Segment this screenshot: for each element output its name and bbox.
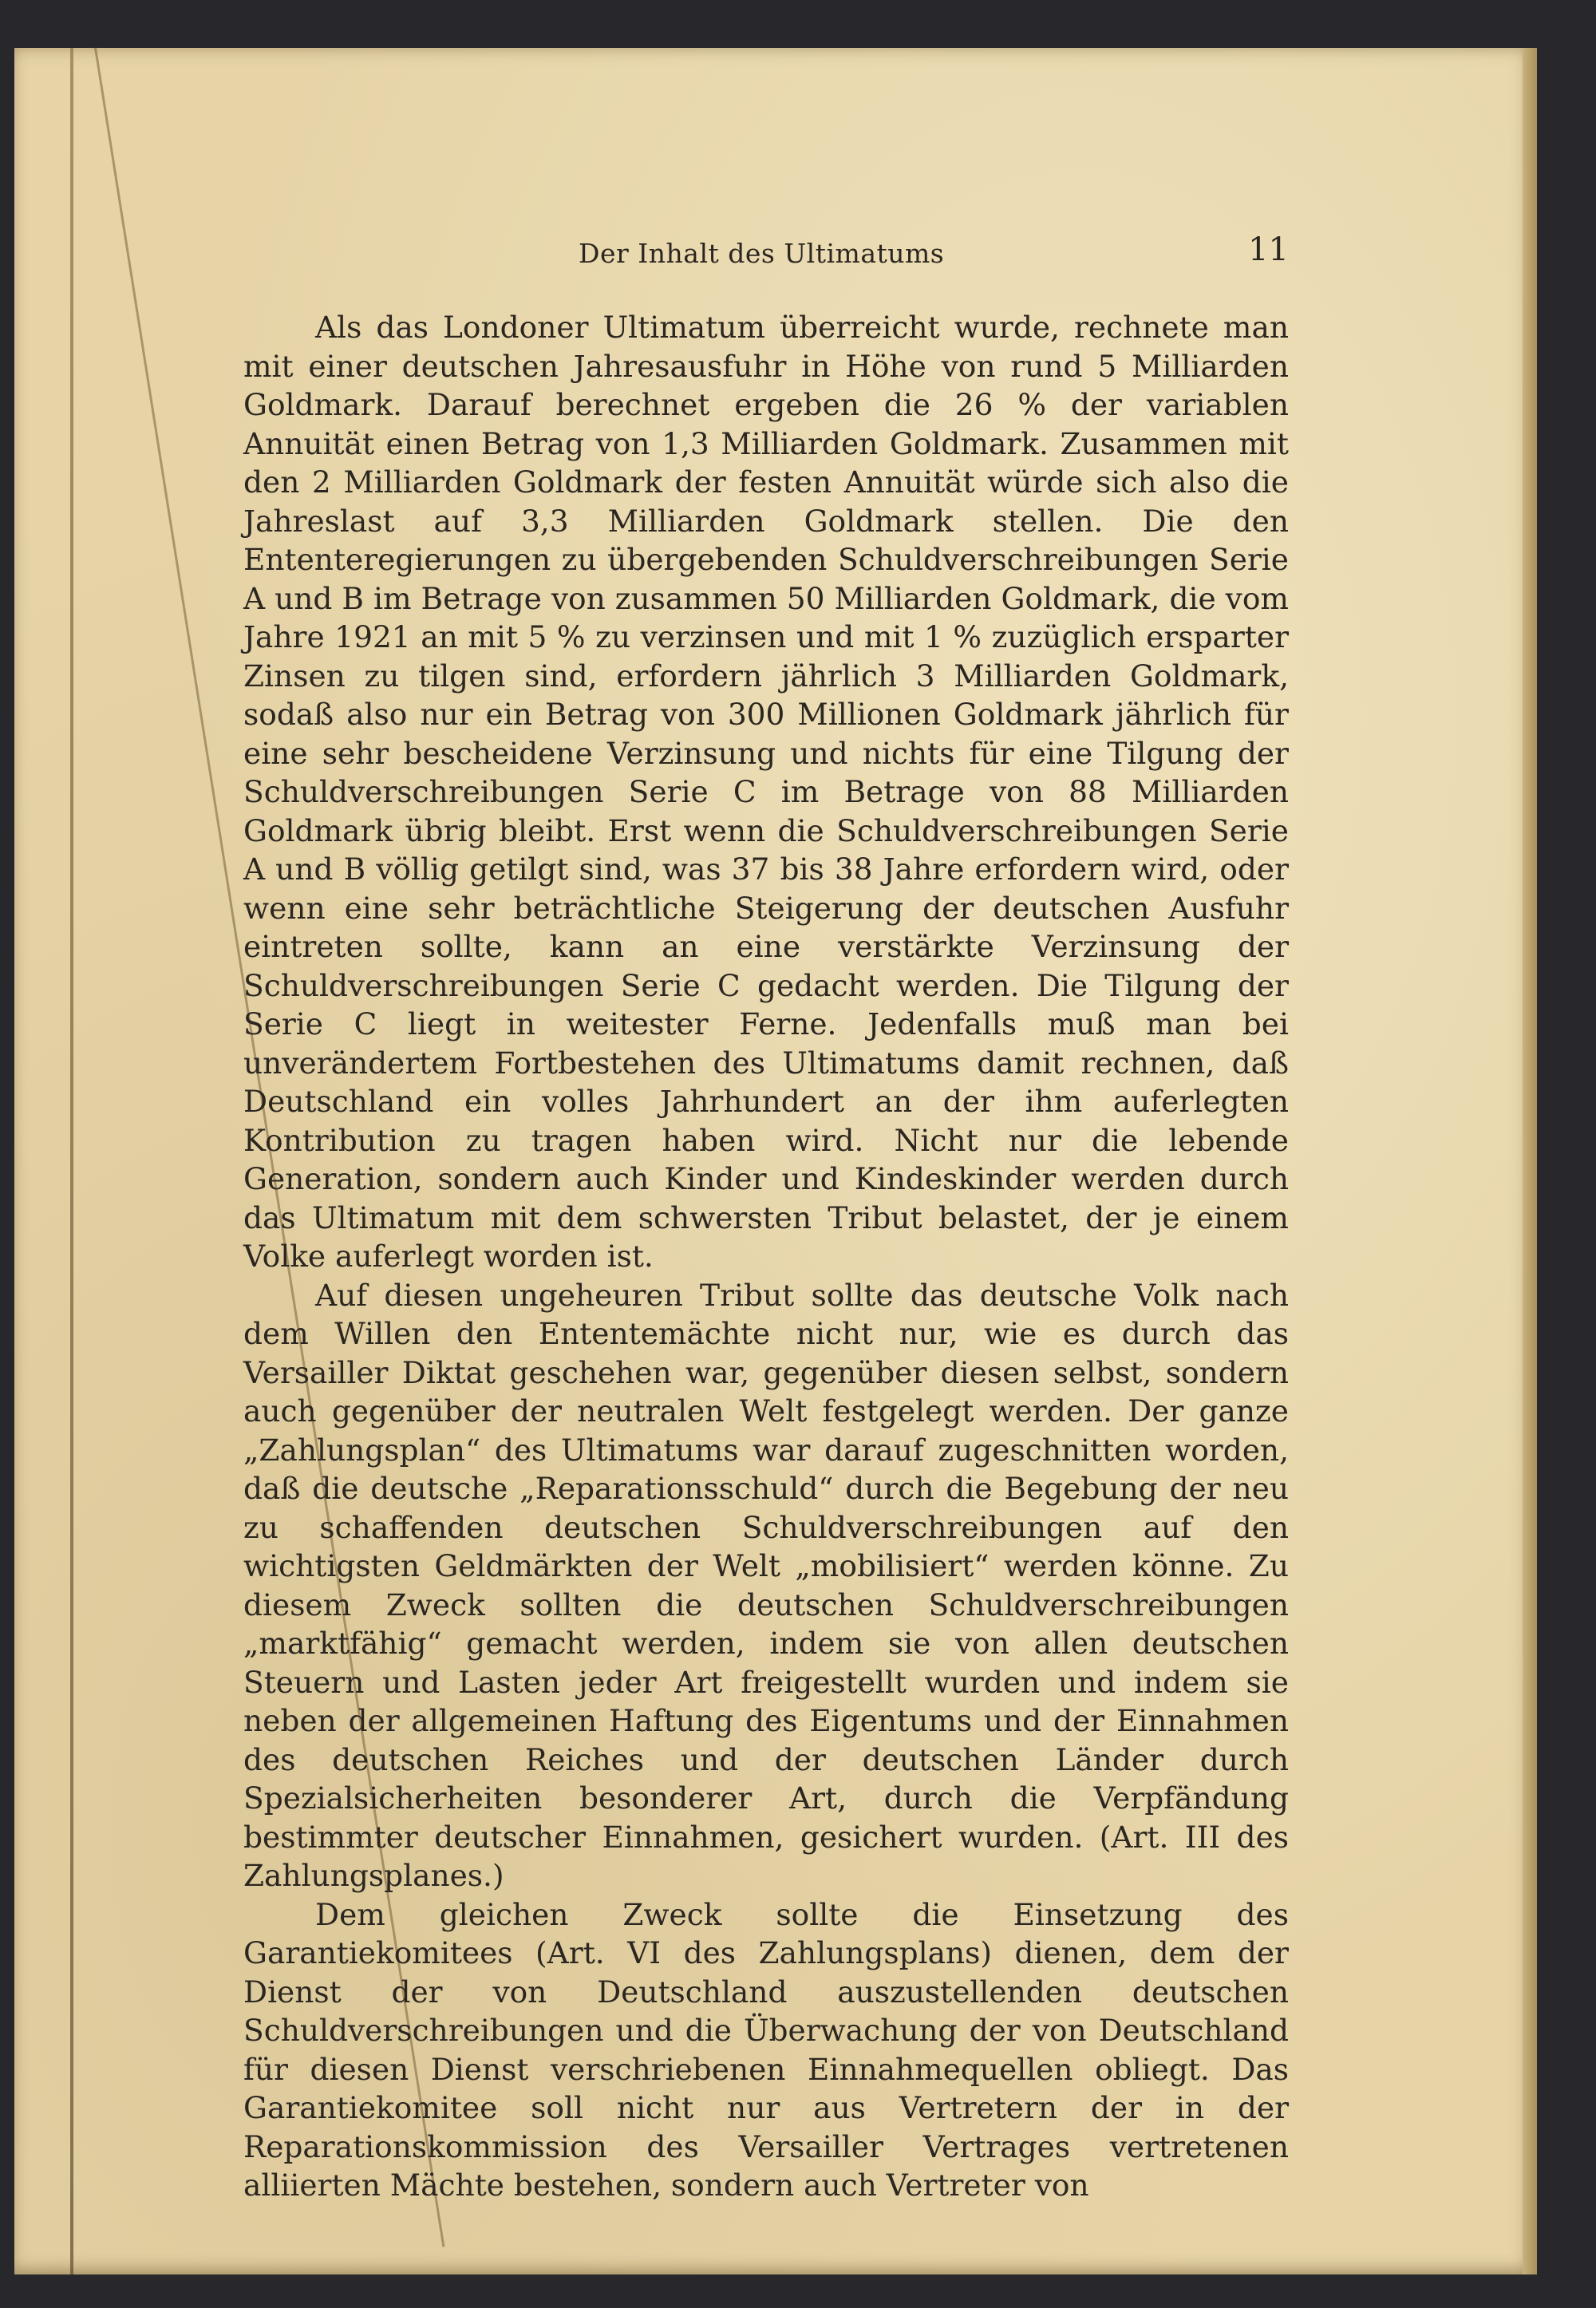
page-edge bbox=[1523, 48, 1537, 2274]
page-text-block bbox=[243, 231, 1289, 2205]
paragraph-1: Als das Londoner Ultimatum überreicht wurde, rechnete man mit einer deutschen Jahresausfuhr in Höhe von rund 5 Milliarden Goldmark. Darauf berechnet ergeben die 26 % der variablen Annuität einen Betrag von 1,3 Milliarden Goldmark. Zusammen mit den 2 Milliarden Goldmark der festen Annuität würde sich also die Jahreslast auf 3,3 Milliarden Goldmark stellen. Die den Ententeregierungen zu übergebenden Schuldverschreibungen Serie A und B im Betrage von zusammen 50 Milliarden Goldmark, die vom Jahre 1921 an mit 5 % zu verzinsen und mit 1 % zuzüglich ersparter Zinsen zu tilgen sind, erfordern jährlich 3 Milliarden Goldmark, sodaß also nur ein Betrag von 300 Millionen Goldmark jährlich für eine sehr bescheidene Verzinsung und nichts für eine Tilgung der Schuldverschreibungen Serie C im Betrage von 88 Milliarden Goldmark übrig bleibt. Erst wenn die Schuldverschreibungen Serie A und B völlig getilgt sind, was 37 bis 38 Jahre erfordern wird, oder wenn eine sehr beträchtliche Steigerung der deutschen Ausfuhr eintreten sollte, kann an eine verstärkte Verzinsung der Schuldverschreibungen Serie C gedacht werden. Die Tilgung der Serie C liegt in weitester Ferne. Jedenfalls muß man bei unverändertem Fortbestehen des Ultimatums damit rechnen, daß Deutschland ein volles Jahrhundert an der ihm auferlegten Kontribution zu tragen haben wird. Nicht nur die lebende Generation, sondern auch Kinder und Kindeskinder werden durch das Ultimatum mit dem schwersten Tribut belastet, der je einem Volke auferlegt worden ist. bbox=[243, 310, 1289, 1274]
running-header bbox=[243, 231, 1289, 279]
page-binding bbox=[70, 48, 73, 2274]
page-number: 11 bbox=[1248, 231, 1289, 268]
running-title: Der Inhalt des Ultimatums bbox=[579, 238, 945, 269]
paragraph-3: Dem gleichen Zweck sollte die Einsetzung des Garantiekomitees (Art. VI des Zahlungsplans) dienen, dem der Dienst der von Deutschland auszustellenden deutschen Schuldverschreibungen und die Überwachung der von Deutschland für diesen Dienst verschriebenen Einnahmequellen obliegt. Das Garantiekomitee soll nicht nur aus Vertretern der in der Reparationskommission des Versailler Vertrages vertretenen alliierten Mächte bestehen, sondern auch Vertreter von bbox=[243, 1896, 1289, 2203]
paragraph-2: Auf diesen ungeheuren Tribut sollte das deutsche Volk nach dem Willen den Ententemächte nicht nur, wie es durch das Versailler Diktat geschehen war, gegenüber diesen selbst, sondern auch gegenüber der neutralen Welt festgelegt werden. Der ganze „Zahlungsplan“ des Ultimatums war darauf zugeschnitten worden, daß die deutsche „Reparationsschuld“ durch die Begebung der neu zu schaffenden deutschen Schuldverschreibungen auf den wichtigsten Geldmärkten der Welt „mobilisiert“ werden könne. Zu diesem Zweck sollten die deutschen Schuldverschreibungen „marktfähig“ gemacht werden, indem sie von allen deutschen Steuern und Lasten jeder Art freigestellt wurden und indem sie neben der allgemeinen Haftung des Eigentums und der Einnahmen des deutschen Reiches und der deutschen Länder durch Spezialsicherheiten besonderer Art, durch die Verpfändung bestimmter deutscher Einnahmen, gesichert wurden. (Art. III des Zahlungsplanes.) bbox=[243, 1277, 1289, 1893]
